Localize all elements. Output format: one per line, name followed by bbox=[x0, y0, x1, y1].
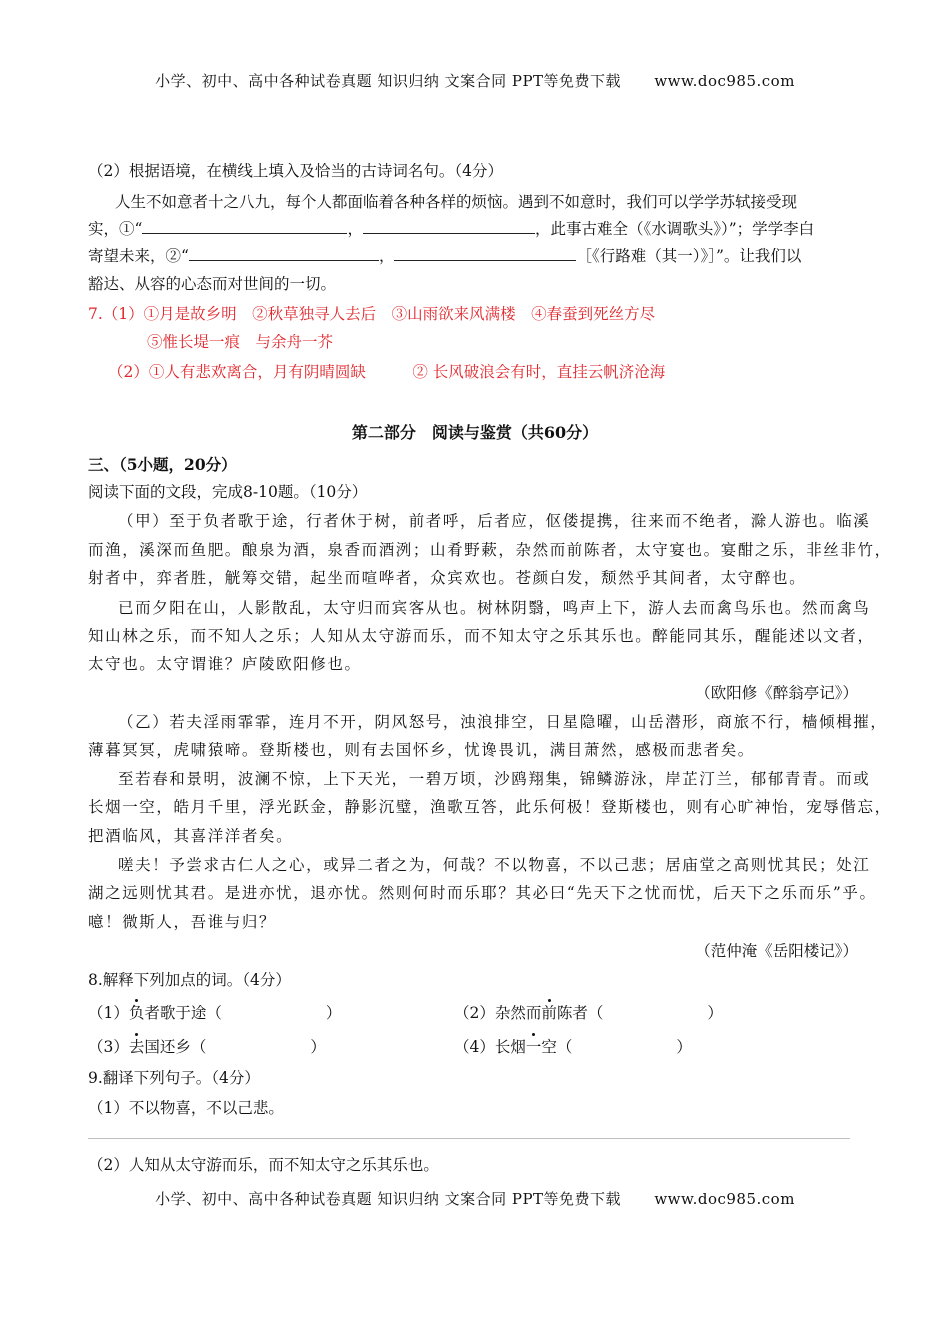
header-url: www.doc985.com bbox=[654, 72, 795, 90]
q8-item-1-close: ） bbox=[325, 1004, 342, 1022]
q6-2-line2-start: 实，①“ bbox=[88, 220, 143, 238]
q8-item-1 bbox=[88, 1003, 448, 1023]
q8-item-4-close: ） bbox=[676, 1038, 692, 1056]
answer-blank-2b[interactable] bbox=[394, 246, 576, 261]
q8-title: 8.解释下列加点的词。（4分） bbox=[88, 971, 291, 989]
q8-item-3 bbox=[88, 1037, 448, 1057]
passage-b-p1-line2: 薄暮冥冥，虎啸猿啼。登斯楼也，则有去国怀乡，忧谗畏讥，满目萧然，感极而悲者矣。 bbox=[88, 741, 755, 759]
passage-a-p2-line3: 太守也。太守谓谁？庐陵欧阳修也。 bbox=[88, 655, 362, 673]
q8-item-3-close: ） bbox=[310, 1038, 326, 1056]
q8-item-4-num: （4） bbox=[454, 1038, 495, 1056]
section3-title: 三、（5小题，20分） bbox=[88, 455, 237, 474]
q9-sentence-2: （2）人知从太守游而乐，而不知太守之乐其乐也。 bbox=[88, 1156, 439, 1174]
q9-title: 9.翻译下列句子。（4分） bbox=[88, 1069, 260, 1087]
section3-instruction: 阅读下面的文段，完成8-10题。（10分） bbox=[88, 483, 368, 501]
passage-a-p2-line2: 知山林之乐，而不知人之乐；人知从太守游而乐，而不知太守之乐其乐也。醉能同其乐，醒能述以文者， bbox=[88, 627, 875, 645]
answer-blank-1b[interactable] bbox=[363, 219, 535, 234]
page-footer bbox=[0, 1188, 950, 1209]
q6-2-line3 bbox=[88, 246, 868, 266]
q6-2-line1: 人生不如意者十之八九，每个人都面临着各种各样的烦恼。遇到不如意时，我们可以学学苏轼接受现 bbox=[115, 193, 798, 211]
q8-item-1-dotted-char: 负 bbox=[128, 1004, 145, 1022]
passage-b-source: （范仲淹《岳阳楼记》） bbox=[695, 942, 858, 960]
q8-item-2-post: 陈者（ bbox=[556, 1004, 604, 1022]
passage-a-p2-line1: 已而夕阳在山，人影散乱，太守归而宾客从也。树林阴翳，鸣声上下，游人去而禽鸟乐也。然而禽鸟 bbox=[118, 599, 871, 617]
q8-item-2-num: （2） bbox=[454, 1004, 495, 1022]
passage-b-p2-line3: 把酒临风，其喜洋洋者矣。 bbox=[88, 827, 294, 845]
passage-b-p1-line1: （乙）若夫淫雨霏霏，连月不开，阴风怒号，浊浪排空，日星隐曜，山岳潜形，商旅不行，樯倾楫摧， bbox=[118, 713, 888, 731]
footer-text: 小学、初中、高中各种试卷真题 知识归纳 文案合同 PPT等免费下载 bbox=[155, 1190, 622, 1208]
footer-url: www.doc985.com bbox=[654, 1190, 795, 1208]
q6-2-line2-end: ，此事古难全（《水调歌头》）”；学学李白 bbox=[534, 220, 815, 238]
header-text: 小学、初中、高中各种试卷真题 知识归纳 文案合同 PPT等免费下载 bbox=[155, 72, 622, 90]
passage-a-source: （欧阳修《醉翁亭记》） bbox=[695, 684, 858, 702]
part2-title: 第二部分 阅读与鉴赏（共60分） bbox=[351, 423, 599, 442]
q6-2-line4: 豁达、从容的心态而对世间的一切。 bbox=[88, 275, 337, 293]
passage-b-p3-line3: 噫！微斯人，吾谁与归？ bbox=[88, 913, 277, 931]
q8-item-4-post: 空（ bbox=[541, 1038, 573, 1056]
passage-b-p2-line1: 至若春和景明，波澜不惊，上下天光，一碧万顷，沙鸥翔集，锦鳞游泳，岸芷汀兰，郁郁青青。而或 bbox=[118, 770, 871, 788]
q6-2-line3-start: 寄望未来，②“ bbox=[88, 247, 189, 265]
q8-item-1-num: （1） bbox=[88, 1004, 129, 1022]
q6-2-line3-comma: ， bbox=[378, 247, 395, 265]
answer7-line1: 7.（1）①月是故乡明 ②秋草独寻人去后 ③山雨欲来风满楼 ④春蚕到死丝方尽 bbox=[88, 305, 656, 323]
q8-item-2 bbox=[454, 1003, 814, 1023]
q6-2-prompt: （2）根据语境，在横线上填入及恰当的古诗词名句。（4分） bbox=[88, 162, 503, 180]
q8-item-3-num: （3） bbox=[88, 1038, 129, 1056]
q8-item-4-dotted-char: 一 bbox=[525, 1038, 542, 1056]
passage-a-p1-line1: （甲）至于负者歌于途，行者休于树，前者呼，后者应，伛偻提携，往来而不绝者，滁人游也。临溪 bbox=[118, 512, 871, 530]
q8-item-3-post: 国还乡（ bbox=[144, 1038, 207, 1056]
q8-item-2-dotted-char: 前 bbox=[541, 1004, 557, 1022]
passage-a-p1-line3: 射者中，弈者胜，觥筹交错，起坐而喧哗者，众宾欢也。苍颜白发，颓然乎其间者，太守醉也。 bbox=[88, 569, 807, 587]
passage-b-p2-line2: 长烟一空，皓月千里，浮光跃金，静影沉璧，渔歌互答，此乐何极！登斯楼也，则有心旷神怡，宠辱偕忘， bbox=[88, 798, 892, 816]
answer7-line2: ⑤惟长堤一痕 与余舟一芥 bbox=[147, 333, 334, 351]
q6-2-line2-comma: ， bbox=[347, 220, 363, 238]
q8-item-2-pre: 杂然而 bbox=[494, 1004, 542, 1022]
q8-item-2-close: ） bbox=[707, 1004, 723, 1022]
answer-blank-1a[interactable] bbox=[142, 219, 347, 234]
passage-b-p3-line2: 湖之远则忧其君。是进亦忧，退亦忧。然则何时而乐耶？其必曰“先天下之忧而忧，后天下之乐而乐”乎。 bbox=[88, 884, 877, 902]
q6-2-line3-end: ［《行路难（其一）》］”。让我们以 bbox=[576, 247, 802, 265]
q8-item-4-pre: 长烟 bbox=[494, 1038, 526, 1056]
q8-item-1-post: 者歌于途（ bbox=[144, 1004, 222, 1022]
q8-item-3-dotted-char: 去 bbox=[128, 1038, 145, 1056]
q9-sentence-1: （1）不以物喜，不以己悲。 bbox=[88, 1099, 284, 1117]
page-header bbox=[0, 70, 950, 91]
q6-2-line2 bbox=[88, 219, 868, 239]
answer-blank-2a[interactable] bbox=[189, 246, 379, 261]
answer7-line3: （2）①人有悲欢离合，月有阴晴圆缺 ② 长风破浪会有时，直挂云帆济沧海 bbox=[108, 363, 666, 381]
passage-b-p3-line1: 嗟夫！予尝求古仁人之心，或异二者之为，何哉？不以物喜，不以己悲；居庙堂之高则忧其民；处江 bbox=[118, 856, 871, 874]
answer-line[interactable] bbox=[88, 1138, 850, 1139]
passage-a-p1-line2: 而渔，溪深而鱼肥。酿泉为酒，泉香而酒洌；山肴野蔌，杂然而前陈者，太守宴也。宴酣之乐，非丝非竹， bbox=[88, 541, 892, 559]
q8-item-4 bbox=[454, 1037, 814, 1057]
